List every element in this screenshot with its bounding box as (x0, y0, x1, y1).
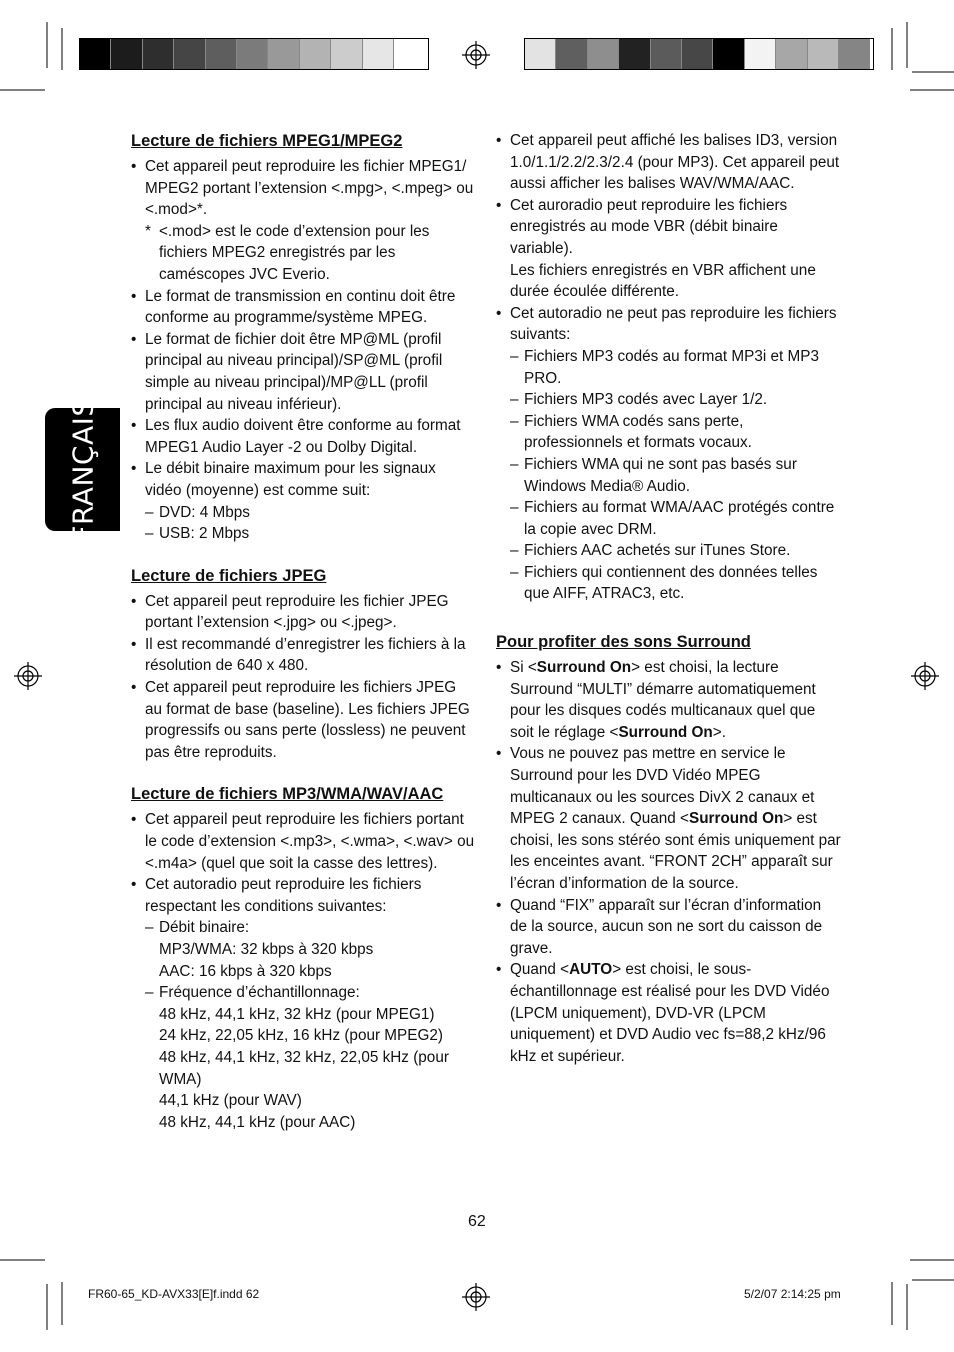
list-item: • Le format de fichier doit être MP@ML (profil principal au niveau principal)/SP@ML (profil simple au niveau principal)/MP@LL (profil principal au niveau inférieur). (131, 329, 476, 415)
bullet-list (131, 809, 476, 1133)
footnote: * <.mod> est le code d’extension pour les fichiers MPEG2 enregistrés par les caméscopes JVC Everio. (145, 221, 476, 286)
color-swatch (80, 39, 111, 69)
list-item (131, 874, 476, 1133)
item-text: Cet appareil peut reproduire les fichier MPEG1/ MPEG2 portant l’extension <.mpg>, <.mpeg> ou <.mod>*. (145, 158, 474, 219)
item-text: >. (712, 723, 726, 741)
list-item (496, 959, 841, 1067)
language-label: FRANÇAIS (66, 397, 99, 542)
color-swatch (776, 39, 807, 69)
color-swatch (588, 39, 619, 69)
item-text: > est choisi, la lecture Surround “MULTI” démarre automatiquement pour les disques codés multicanaux quel que soit le réglage < (510, 659, 816, 741)
item-text: Vous ne pouvez pas mettre en service le Surround pour les DVD Vidéo MPEG multicanaux ou les sources DivX 2 canaux et MPEG 2 canaux. Quand < (510, 745, 815, 828)
sub-item: – Fichiers WMA codés sans perte, professionnels et formats vocaux. (510, 411, 841, 454)
color-swatch (556, 39, 587, 69)
list-item: • Quand “FIX” apparaît sur l’écran d’information de la source, aucun son ne sort du caisson de grave. (496, 895, 841, 960)
sub-item: – Fichiers qui contiennent des données telles que AIFF, ATRAC3, etc. (510, 562, 841, 605)
list-item (496, 743, 841, 894)
list-item (496, 195, 841, 303)
list-item: • Le format de transmission en continu doit être conforme au programme/système MPEG. (131, 286, 476, 329)
list-item (496, 657, 841, 743)
list-item: • Cet appareil peut reproduire les fichier JPEG portant l’extension <.jpg> ou <.jpeg>. (131, 591, 476, 634)
color-swatch (206, 39, 237, 69)
item-text: > est choisi, le sous-échantillonnage est réalisé pour les DVD Vidéo (LPCM uniquement), DVD-VR (LPCM uniquement) et DVD Audio vec fs=88,2 kHz/96 kHz et supérieur. (510, 961, 830, 1065)
language-tab (45, 397, 120, 542)
list-item (496, 303, 841, 605)
item-text: Cet autoradio ne peut pas reproduire les fichiers suivants: (510, 304, 837, 344)
setting-name: Surround On (618, 723, 713, 741)
section-title: Lecture de fichiers MPEG1/MPEG2 (131, 132, 403, 150)
sub-item-line: 48 kHz, 44,1 kHz (pour AAC) (159, 1113, 356, 1131)
sub-item-line: 48 kHz, 44,1 kHz, 32 kHz, 22,05 kHz (pour WMA) (159, 1048, 449, 1088)
list-item (131, 458, 476, 544)
sub-item: – Fichiers WMA qui ne sont pas basés sur Windows Media® Audio. (510, 454, 841, 497)
section-title: Lecture de fichiers JPEG (131, 566, 327, 585)
sub-item: – USB: 2 Mbps (145, 523, 476, 545)
list-item: • Les flux audio doivent être conforme au format MPEG1 Audio Layer -2 ou Dolby Digital. (131, 415, 476, 458)
color-swatch (619, 39, 650, 69)
color-swatch (713, 39, 744, 69)
sub-item-line: AAC: 16 kbps à 320 kbps (159, 962, 332, 980)
bullet-list (496, 130, 841, 605)
sub-item-line: MP3/WMA: 32 kbps à 320 kbps (159, 941, 374, 958)
color-swatch (300, 39, 331, 69)
item-text: Cet auroradio peut reproduire les fichiers enregistrés au mode VBR (débit binaire variable). (510, 196, 788, 257)
registration-mark-bottom (462, 1283, 490, 1311)
registration-mark-left (14, 662, 42, 690)
list-item (131, 156, 476, 286)
section-mp3 (131, 783, 476, 1133)
bullet-list (131, 591, 476, 764)
color-swatch (331, 39, 362, 69)
sub-item-line: 48 kHz, 44,1 kHz, 32 kHz (pour MPEG1) (159, 1005, 435, 1023)
section-title: Pour profiter des sons Surround (496, 633, 751, 652)
right-column (496, 130, 841, 1087)
color-swatch (651, 39, 682, 69)
sub-item-line: 44,1 kHz (pour WAV) (159, 1092, 302, 1110)
list-item: • Cet appareil peut reproduire les fichiers JPEG au format de base (baseline). Les fichiers JPEG progressifs ou sans perte (lossless) ne peuvent pas être reproduits. (131, 677, 476, 763)
sub-item: – Fichiers au format WMA/AAC protégés contre la copie avec DRM. (510, 497, 841, 540)
bullet-list (496, 657, 841, 1067)
color-swatch (363, 39, 394, 69)
sub-item: – Débit binaire: (145, 917, 476, 939)
item-text: Cet autoradio peut reproduire les fichiers respectant les conditions suivantes: (145, 876, 422, 915)
page-number: 62 (468, 1213, 486, 1230)
color-swatch (808, 39, 839, 69)
section-title: Lecture de fichiers MP3/WMA/WAV/AAC (131, 785, 444, 804)
list-item: • Il est recommandé d’enregistrer les fichiers à la résolution de 640 x 480. (131, 634, 476, 677)
left-column (131, 130, 476, 1153)
item-text: Si < (510, 659, 537, 677)
section-surround (496, 631, 841, 1067)
color-swatch (682, 39, 713, 69)
color-swatch (745, 39, 776, 69)
setting-name: AUTO (569, 961, 613, 979)
registration-mark-top (462, 41, 490, 69)
color-swatch (525, 39, 556, 69)
color-swatch (174, 39, 205, 69)
registration-mark-right (911, 662, 939, 690)
item-text: Quand < (510, 961, 570, 979)
bullet-list (131, 156, 476, 545)
color-swatch (143, 39, 174, 69)
color-swatch (839, 39, 870, 69)
footer-timestamp: 5/2/07 2:14:25 pm (744, 1287, 841, 1301)
sub-item: – Fichiers AAC achetés sur iTunes Store. (510, 540, 841, 562)
color-swatch (394, 39, 425, 69)
sub-item: – Fichiers MP3 codés au format MP3i et MP3 PRO. (510, 346, 841, 389)
color-swatch (237, 39, 268, 69)
sub-item: – Fréquence d’échantillonnage: (145, 982, 476, 1004)
list-item: • Cet appareil peut affiché les balises ID3, version 1.0/1.1/2.2/2.3/2.4 (pour MP3). Cet appareil peut aussi afficher les balises WAV/WMA/AAC. (496, 130, 841, 195)
setting-name: Surround On (689, 810, 784, 828)
section-jpeg (131, 565, 476, 764)
sub-item-line: 24 kHz, 22,05 kHz, 16 kHz (pour MPEG2) (159, 1027, 443, 1045)
section-mp3-continued (496, 130, 841, 605)
color-swatch (111, 39, 142, 69)
sub-item: – DVD: 4 Mbps (145, 502, 476, 524)
setting-name: Surround On (536, 659, 632, 677)
item-text: > est choisi, les sons stéréo sont émis uniquement par les enceintes avant. “FRONT 2CH” apparaît sur l’écran d’information de la source. (510, 810, 841, 892)
section-mpeg (131, 130, 476, 545)
color-bar-right (524, 38, 874, 70)
color-bar-left (79, 38, 429, 70)
color-swatch (268, 39, 299, 69)
item-text-continued: Les fichiers enregistrés en VBR affichent une durée écoulée différente. (510, 261, 816, 301)
item-text: Le débit binaire maximum pour les signaux vidéo (moyenne) est comme suit: (145, 460, 436, 499)
list-item: • Cet appareil peut reproduire les fichiers portant le code d’extension <.mp3>, <.wma>, <.wav> ou <.m4a> (quel que soit la casse des lettres). (131, 809, 476, 874)
sub-item: – Fichiers MP3 codés avec Layer 1/2. (510, 389, 841, 411)
footer-filename: FR60-65_KD-AVX33[E]f.indd 62 (88, 1287, 260, 1301)
